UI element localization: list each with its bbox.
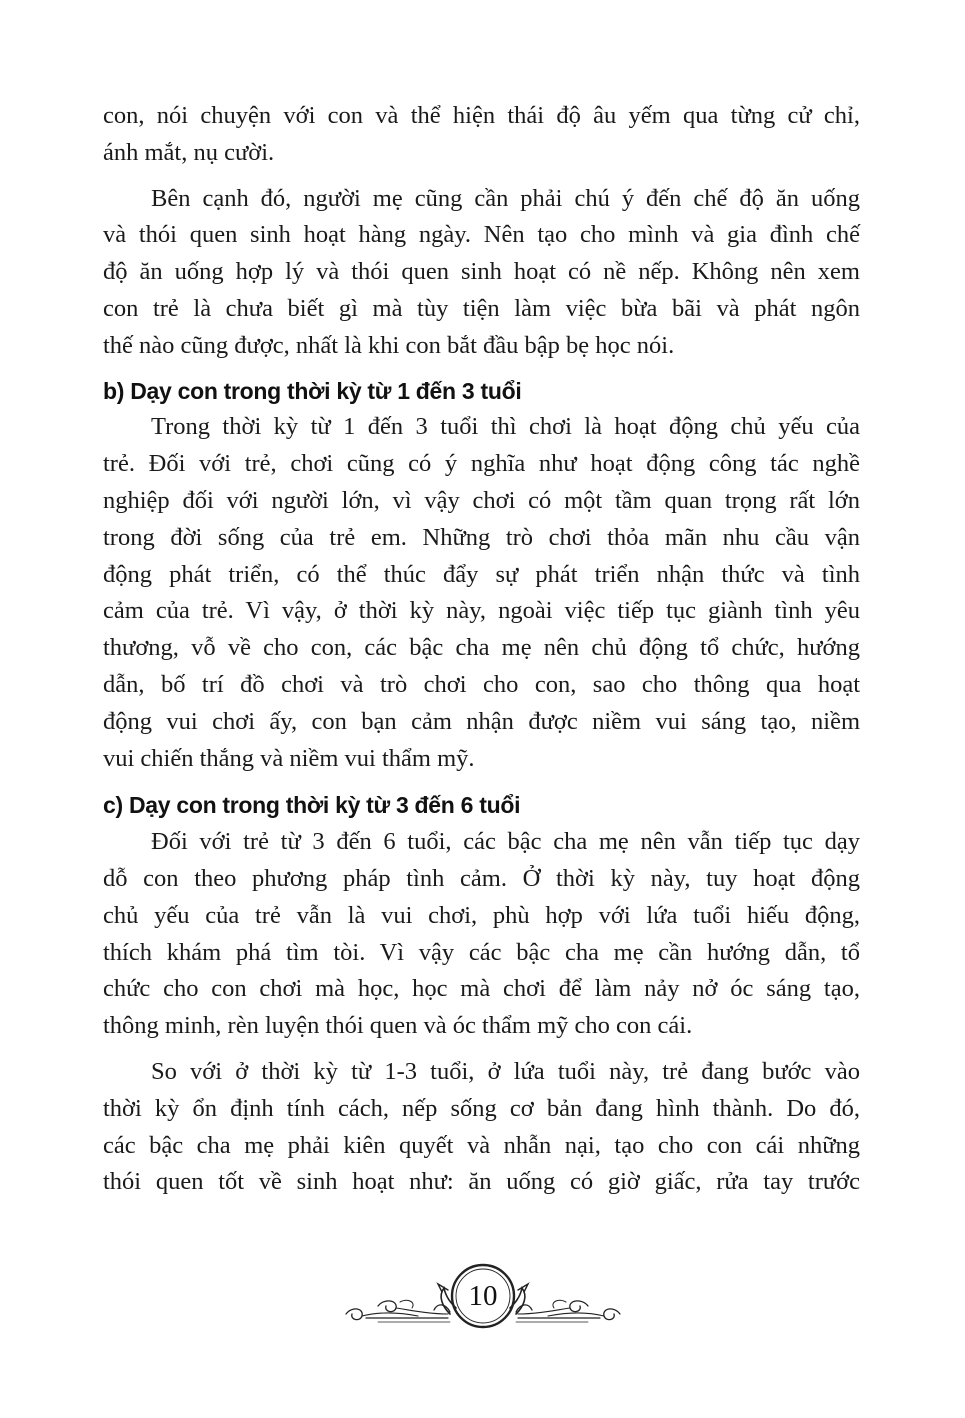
- text-line: So với ở thời kỳ từ 1-3 tuổi, ở lứa tuổi này, trẻ đang bước vào: [151, 1057, 860, 1085]
- text-line: thời kỳ ổn định tính cách, nếp sống cơ bản đang hình thành. Do đó,: [103, 1094, 860, 1122]
- text-line: thói quen tốt về sinh hoạt như: ăn uống có giờ giấc, rửa tay trước: [103, 1168, 860, 1196]
- page-number: 10: [468, 1280, 498, 1312]
- text-line: chức cho con chơi mà học, học mà chơi để làm nảy nở óc sáng tạo,: [103, 975, 860, 1003]
- text-line: nghiệp đối với người lớn, vì vậy chơi có một tầm quan trọng rất lớn: [103, 486, 860, 514]
- text-line: độ ăn uống hợp lý và thói quen sinh hoạt có nề nếp. Không nên xem: [103, 258, 860, 286]
- text-line: con, nói chuyện với con và thể hiện thái độ âu yếm qua từng cử chỉ,: [103, 102, 860, 129]
- paragraph: [103, 181, 860, 365]
- text-line: dẫn, bố trí đồ chơi và trò chơi cho con, sao cho thông qua hoạt: [103, 670, 860, 698]
- text-line: thông minh, rèn luyện thói quen và óc thẩm mỹ cho con cái.: [103, 1012, 693, 1040]
- page-footer: [338, 1262, 628, 1334]
- text-line: cảm của trẻ. Vì vậy, ở thời kỳ này, ngoài việc tiếp tục giành tình yêu: [103, 597, 860, 625]
- text-line: ánh mắt, nụ cười.: [103, 138, 275, 166]
- text-line: và thói quen sinh hoạt hàng ngày. Nên tạo cho mình và gia đình chế: [103, 221, 860, 249]
- text-line: Bên cạnh đó, người mẹ cũng cần phải chú ý đến chế độ ăn uống: [151, 184, 860, 212]
- text-line: động vui chơi ấy, con bạn cảm nhận được niềm vui sáng tạo, niềm: [103, 707, 860, 735]
- text-line: con trẻ là chưa biết gì mà tùy tiện làm việc bừa bãi và phát ngôn: [103, 294, 860, 322]
- text-line: thương, vỗ về cho con, các bậc cha mẹ nên chủ động tổ chức, hướng: [103, 634, 860, 662]
- paragraph: [103, 1054, 860, 1201]
- text-line: trong đời sống của trẻ em. Những trò chơi thỏa mãn nhu cầu vận: [103, 523, 860, 551]
- text-line: Đối với trẻ từ 3 đến 6 tuổi, các bậc cha mẹ nên vẫn tiếp tục dạy: [151, 828, 860, 856]
- text-line: động phát triển, có thể thúc đẩy sự phát triển nhận thức và tình: [103, 560, 860, 588]
- paragraph: [103, 824, 860, 1045]
- text-line: vui chiến thắng và niềm vui thẩm mỹ.: [103, 744, 475, 772]
- paragraph-continued: [103, 98, 860, 172]
- text-line: các bậc cha mẹ phải kiên quyết và nhẫn nại, tạo cho con cái những: [103, 1131, 860, 1159]
- text-line: dỗ con theo phương pháp tình cảm. Ở thời kỳ này, tuy hoạt động: [103, 864, 860, 892]
- paragraph: [103, 409, 860, 777]
- section-heading-c: c) Dạy con trong thời kỳ từ 3 đến 6 tuổi: [103, 792, 521, 819]
- section-heading-b: b) Dạy con trong thời kỳ từ 1 đến 3 tuổi: [103, 377, 522, 404]
- text-line: thế nào cũng được, nhất là khi con bắt đầu bập bẹ học nói.: [103, 331, 675, 359]
- text-line: thích khám phá tìm tòi. Vì vậy các bậc cha mẹ cần hướng dẫn, tổ: [103, 938, 860, 966]
- text-line: chủ yếu của trẻ vẫn là vui chơi, phù hợp với lứa tuổi hiếu động,: [103, 901, 860, 929]
- text-line: Trong thời kỳ từ 1 đến 3 tuổi thì chơi là hoạt động chủ yếu của: [151, 413, 860, 441]
- text-line: trẻ. Đối với trẻ, chơi cũng có ý nghĩa như hoạt động công tác nghề: [103, 450, 860, 478]
- page-body: [103, 98, 860, 1201]
